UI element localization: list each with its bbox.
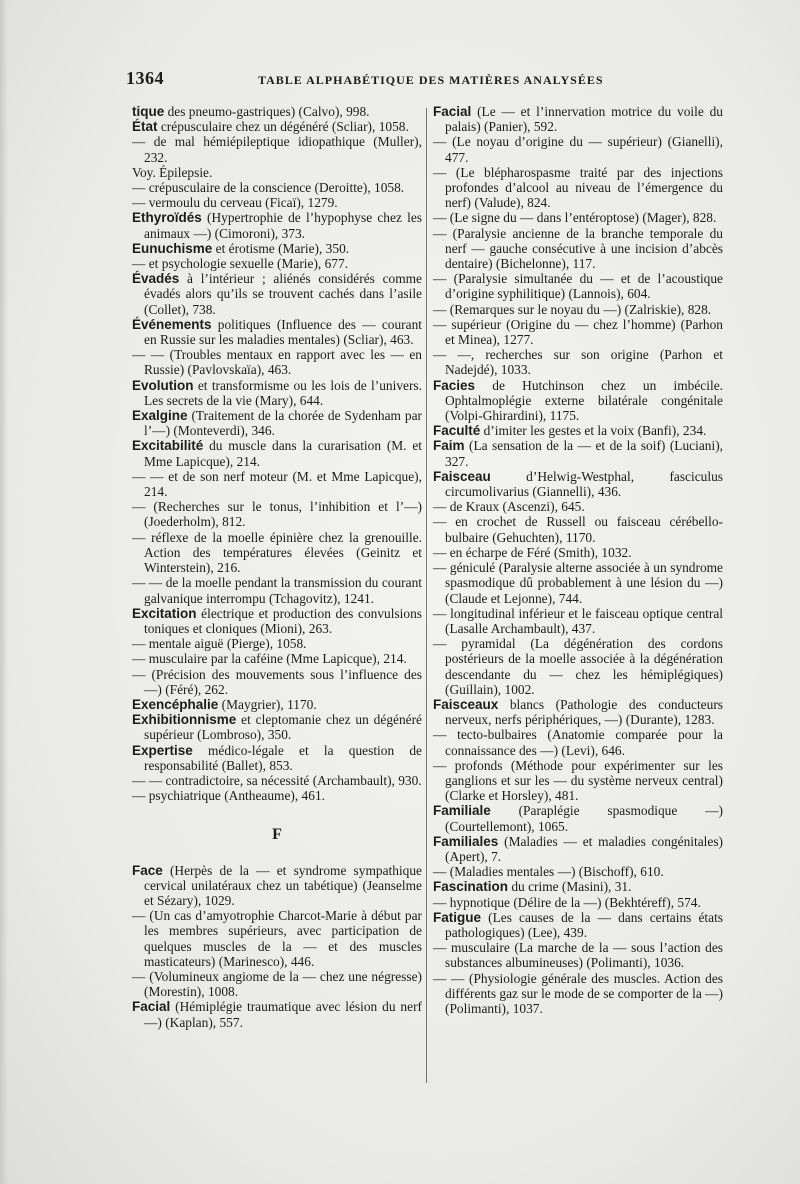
- index-headword: Facial: [132, 999, 171, 1015]
- index-entry: — réflexe de la moelle épinière chez la grenouille. Action des températures élevées (Geinitz et Winterstein), 216.: [132, 529, 422, 576]
- index-entry: — (Le blépharospasme traité par des injections profondes d’alcool au niveau de l’émergence du nerf) (Valude), 824.: [433, 164, 723, 211]
- index-headword: Fascination: [433, 879, 509, 895]
- index-headword: Eunuchisme: [132, 240, 213, 256]
- index-headword: Familiale: [433, 803, 491, 819]
- index-headword: Événements: [132, 316, 212, 332]
- index-entry: Faculté d’imiter les gestes et la voix (Banfi), 234.: [433, 423, 707, 439]
- section-letter-heading: F: [272, 826, 282, 844]
- index-headword: Facial: [433, 104, 472, 119]
- index-entry: — —, recherches sur son origine (Parhon et Nadejdé), 1033.: [433, 347, 723, 378]
- index-headword: Familiales: [433, 833, 499, 849]
- index-headword: Expertise: [132, 742, 193, 758]
- index-headword: Faisceaux: [433, 696, 499, 712]
- index-entry: Excitabilité du muscle dans la curarisation (M. et Mme Lapicque), 214.: [132, 438, 422, 469]
- index-entry: — — (Physiologie générale des muscles. Action des différents gaz sur le mode de se comporter de la —) (Polimanti), 1037.: [433, 970, 723, 1016]
- index-entry: — — (Troubles mentaux en rapport avec les — en Russie) (Pavlovskaïa), 463.: [132, 347, 422, 378]
- index-entry: — de mal hémiépileptique idiopathique (Muller), 232.: [132, 134, 422, 165]
- index-entry: Exencéphalie (Maygrier), 1170.: [132, 696, 317, 712]
- index-entry: Facial (Le — et l’innervation motrice du voile du palais) (Panier), 592.: [433, 104, 723, 135]
- left-entries: [132, 104, 422, 803]
- index-headword: Faculté: [433, 423, 481, 439]
- index-entry: — musculaire (La marche de la — sous l’action des substances albumineuses) (Polimanti), 1036.: [433, 940, 723, 971]
- left-entries-f: [132, 863, 422, 1030]
- index-entry: Évadés à l’intérieur ; aliénés considérés comme évadés alors qu’ils se trouvent cachés dans l’asile (Collet), 738.: [132, 271, 422, 317]
- index-entry: Familiale (Paraplégie spasmodique —) (Courtellemont), 1065.: [433, 803, 723, 834]
- left-column: [132, 104, 422, 1030]
- column-divider: [426, 108, 427, 1083]
- index-entry: — — de la moelle pendant la transmission du courant galvanique interrompu (Tchagovitz), 1241.: [132, 575, 422, 606]
- index-entry: — (Paralysie simultanée du — et de l’acoustique d’origine syphilitique) (Lannois), 604.: [433, 271, 723, 302]
- page-edge-shadow: [0, 0, 8, 1184]
- index-entry: — (Précision des mouvements sous l’influence des —) (Féré), 262.: [132, 666, 422, 697]
- index-entry: — mentale aiguë (Pierge), 1058.: [132, 636, 307, 652]
- index-headword: Face: [132, 862, 163, 878]
- index-headword: Faisceau: [433, 468, 491, 484]
- index-entry: État crépusculaire chez un dégénéré (Scliar), 1058.: [132, 119, 409, 135]
- index-headword: Ethyroïdés: [132, 210, 202, 226]
- index-entry: Facial (Hémiplégie traumatique avec lésion du nerf —) (Kaplan), 557.: [132, 999, 422, 1030]
- index-entry: Exalgine (Traitement de la chorée de Sydenham par l’—) (Monteverdi), 346.: [132, 408, 422, 439]
- index-entry: — musculaire par la caféine (Mme Lapicque), 214.: [132, 651, 407, 667]
- right-column: [433, 104, 723, 1016]
- index-entry: — en crochet de Russell ou faisceau cérébello-bulbaire (Gehuchten), 1170.: [433, 514, 723, 545]
- index-entry: Eunuchisme et érotisme (Marie), 350.: [132, 240, 350, 256]
- index-entry: — pyramidal (La dégénération des cordons postérieurs de la moelle associée à la dégénération descendante du — chez les hémiplégiques) (Guillain), 1002.: [433, 636, 723, 697]
- index-headword: Fatigue: [433, 909, 482, 925]
- index-entry: — et psychologie sexuelle (Marie), 677.: [132, 256, 349, 272]
- index-entry: — vermoulu du cerveau (Ficaï), 1279.: [132, 195, 338, 211]
- index-entry: — (Le noyau d’origine du — supérieur) (Gianelli), 477.: [433, 134, 723, 165]
- right-entries: [433, 104, 723, 1016]
- index-headword: État: [132, 119, 158, 135]
- page-number: 1364: [126, 68, 164, 88]
- index-entry: — tecto-bulbaires (Anatomie comparée pour la connaissance des —) (Levi), 646.: [433, 727, 723, 758]
- index-entry: Événements politiques (Influence des — courant en Russie sur les maladies mentales) (Scliar), 463.: [132, 316, 422, 348]
- index-entry: Ethyroïdés (Hypertrophie de l’hypophyse chez les animaux —) (Cimoroni), 373.: [132, 210, 422, 241]
- index-entry: Faisceaux blancs (Pathologie des conducteurs nerveux, nerfs périphériques, —) (Durante), 1283.: [433, 696, 723, 728]
- index-entry: — hypnotique (Délire de la —) (Bekhtéreff), 574.: [433, 894, 701, 910]
- index-entry: — en écharpe de Féré (Smith), 1032.: [433, 544, 632, 560]
- index-headword: Évadés: [132, 271, 180, 287]
- index-headword: tique: [132, 104, 165, 119]
- index-entry: tique des pneumo-gastriques) (Calvo), 998.: [132, 104, 370, 119]
- index-entry: Facies de Hutchinson chez un imbécile. Ophtalmoplégie externe bilatérale congénitale (Volpi-Ghirardini), 1175.: [433, 377, 723, 424]
- index-entry: — (Le signe du — dans l’entéroptose) (Mager), 828.: [433, 210, 717, 226]
- index-entry: Exhibitionnisme et cleptomanie chez un dégénéré supérieur (Lombroso), 350.: [132, 712, 422, 743]
- index-entry: — longitudinal inférieur et le faisceau optique central (Lasalle Archambault), 437.: [433, 605, 723, 636]
- index-headword: Faim: [433, 438, 465, 454]
- index-entry: Fascination du crime (Masini), 31.: [433, 879, 632, 895]
- index-headword: Excitabilité: [132, 438, 204, 454]
- index-entry: Voy. Épilepsie.: [132, 164, 213, 180]
- index-entry: Excitation électrique et production des convulsions toniques et cloniques (Mioni), 263.: [132, 605, 422, 636]
- index-entry: — (Un cas d’amyotrophie Charcot-Marie à début par les membres supérieurs, avec participation de quelques muscles de la — et des muscles masticateurs) (Marinesco), 446.: [132, 908, 422, 969]
- running-title: TABLE ALPHABÉTIQUE DES MATIÈRES ANALYSÉES: [258, 73, 604, 87]
- index-entry: — profonds (Méthode pour expérimenter sur les ganglions et sur les — du système nerveux central) (Clarke et Horsley), 481.: [433, 757, 723, 804]
- index-entry: — (Recherches sur le tonus, l’inhibition et l’—) (Joederholm), 812.: [132, 499, 422, 530]
- index-headword: Excitation: [132, 605, 197, 621]
- index-entry: — de Kraux (Ascenzi), 645.: [433, 499, 585, 515]
- index-entry: Face (Herpès de la — et syndrome sympathique cervical unilatéraux chez un tabétique) (Jeanselme et Sézary), 1029.: [132, 862, 422, 908]
- index-entry: Expertise médico-légale et la question de responsabilité (Ballet), 853.: [132, 742, 422, 773]
- index-entry: — psychiatrique (Antheaume), 461.: [132, 788, 325, 804]
- index-headword: Exalgine: [132, 408, 188, 424]
- index-headword: Evolution: [132, 377, 194, 393]
- page-header: [0, 68, 800, 92]
- index-entry: Faim (La sensation de la — et de la soif) (Luciani), 327.: [433, 438, 723, 469]
- index-entry: — crépusculaire de la conscience (Deroitte), 1058.: [132, 180, 405, 196]
- index-entry: — (Maladies mentales —) (Bischoff), 610.: [433, 864, 664, 880]
- index-headword: Facies: [433, 377, 476, 393]
- index-entry: — géniculé (Paralysie alterne associée à un syndrome spasmodique dû probablement à une lésion du —) (Claude et Lejonne), 744.: [433, 560, 723, 606]
- index-headword: Exhibitionnisme: [132, 712, 237, 728]
- index-entry: — (Remarques sur le noyau du —) (Zalriskie), 828.: [433, 301, 712, 317]
- index-entry: — (Paralysie ancienne de la branche temporale du nerf — gauche consécutive à une incision d’abcès dentaire) (Bichelonne), 117.: [433, 225, 723, 272]
- index-entry: — (Volumineux angiome de la — chez une négresse) (Morestin), 1008.: [132, 968, 422, 1000]
- index-headword: Exencéphalie: [132, 696, 219, 712]
- index-entry: Familiales (Maladies — et maladies congénitales) (Apert), 7.: [433, 833, 723, 864]
- index-entry: — supérieur (Origine du — chez l’homme) (Parhon et Minea), 1277.: [433, 316, 723, 348]
- index-entry: — — et de son nerf moteur (M. et Mme Lapicque), 214.: [132, 468, 422, 500]
- index-entry: — — contradictoire, sa nécessité (Archambault), 930.: [132, 772, 422, 788]
- index-entry: Faisceau d’Helwig-Westphal, fasciculus circumolivarius (Giannelli), 436.: [433, 468, 723, 500]
- index-entry: Evolution et transformisme ou les lois de l’univers. Les secrets de la vie (Mary), 644.: [132, 377, 422, 408]
- index-entry: Fatigue (Les causes de la — dans certains états pathologiques) (Lee), 439.: [433, 909, 723, 940]
